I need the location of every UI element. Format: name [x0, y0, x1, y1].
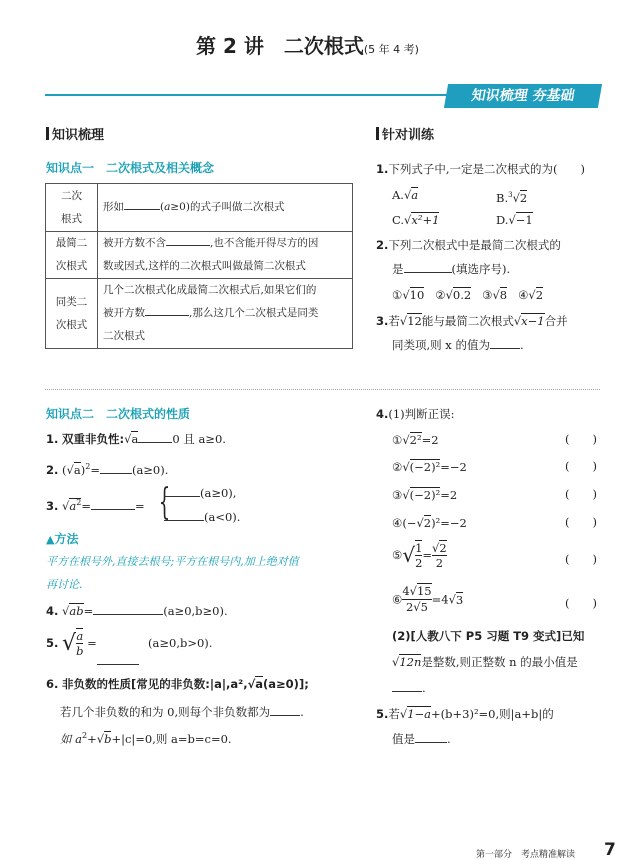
case-brace: {: [158, 482, 171, 523]
q4-item-3: ③√(−2)²=2: [392, 488, 458, 502]
row-body: 形如 (a≥0)的式子叫做二次根式: [98, 184, 353, 232]
property-6: 6. 非负数的性质[常见的非负数:|a|,a²,√a(a≥0)];: [46, 677, 309, 691]
fraction-blank: [97, 664, 139, 665]
question-1: 1.下列式子中,一定是二次根式的为( ): [376, 162, 586, 176]
q1-option-a: A.√a: [392, 188, 419, 202]
section-divider: [45, 389, 600, 390]
knowledge-point-2: 知识点二 二次根式的性质: [46, 407, 191, 421]
case-2: (a<0).: [164, 505, 240, 529]
q4-item-5: $⑤√\frac{1}{2}$ $=\frac{√2}{2}$: [392, 540, 447, 570]
question-3-line-2: 同类项,则 x 的值为 .: [392, 338, 524, 352]
answer-paren: ( ): [565, 596, 597, 610]
property-1: 1. 双重非负性:√a 0 且 a≥0.: [46, 432, 226, 446]
question-2-options: ①√10 ②√0.2 ③√8 ④√2: [392, 288, 544, 302]
answer-paren: ( ): [565, 487, 597, 501]
row-body: 几个二次根式化成最简二次根式后,如果它们的 被开方数 ,那么这几个二次根式是同类 二次根式: [98, 279, 353, 349]
row-head: 二次 根式: [46, 184, 98, 232]
case-1: (a≥0),: [164, 481, 236, 505]
q4-item-6: $⑥\frac{4√15}{2√5}$ =4√3: [392, 584, 464, 614]
property-6-line-3: 如 $a^2+√b+|c|=0$,则 a=b=c=0.: [60, 731, 232, 746]
answer-paren: ( ): [565, 459, 597, 473]
title-main: 第 2 讲 二次根式: [196, 34, 364, 58]
row-head: 最简二 次根式: [46, 232, 98, 279]
q4-item-2: ②√(−2)²=−2: [392, 460, 467, 474]
title-sub: (5 年 4 考): [363, 43, 419, 56]
right-section-title: 针对训练: [376, 124, 434, 143]
answer-paren: ( ): [565, 515, 597, 529]
q4-item-4: ④(−√2)²=−2: [392, 516, 467, 530]
row-head: 同类二 次根式: [46, 279, 98, 349]
page-number: 7: [604, 840, 616, 860]
banner: 知识梳理 夯基础: [444, 84, 602, 108]
question-3: 3.若√12能与最简二次根式√x−1合并: [376, 314, 568, 328]
question-5: 5.若√1−a+(b+3)²=0,则|a+b|的: [376, 707, 554, 721]
answer-paren: ( ): [565, 552, 597, 566]
question-2-line-2: 是 (填选序号).: [392, 262, 511, 276]
property-3: 3. $√a^2=$ =: [46, 498, 145, 513]
q4-part-2: (2)[人教八下 P5 习题 T9 变式]已知: [392, 629, 585, 643]
left-section-title: 知识梳理: [46, 124, 104, 143]
question-4: 4.(1)判断正误:: [376, 407, 455, 421]
warning-icon: ▲: [46, 533, 55, 546]
footer-text: 第一部分 考点精准解读: [476, 850, 576, 860]
method-title: ▲方法: [46, 532, 79, 546]
concept-table: [45, 183, 353, 349]
q4-part-2-line-2: √12n是整数,则正整数 n 的最小值是: [392, 655, 578, 669]
page-title: [196, 30, 419, 59]
table-row: [46, 184, 353, 232]
table-row: [46, 279, 353, 349]
property-6-line-2: 若几个非负数的和为 0,则每个非负数都为 .: [60, 705, 304, 719]
q1-option-c: C.√x²+1: [392, 213, 440, 227]
row-body: 被开方数不含 ,也不含能开得尽方的因 数或因式,这样的二次根式叫做最简二次根式: [98, 232, 353, 279]
question-5-line-2: 值是 .: [392, 732, 451, 746]
question-2: 2.下列二次根式中是最简二次根式的: [376, 238, 561, 252]
q4-part-2-line-3: .: [392, 676, 426, 700]
q4-item-1: ①√2²=2: [392, 433, 439, 447]
table-row: [46, 232, 353, 279]
q1-option-b: B.$^3$√2: [496, 190, 528, 205]
property-2: 2. $(√a)^2= (a\ge 0)$.: [46, 462, 169, 477]
knowledge-point-1: 知识点一 二次根式及相关概念: [46, 161, 215, 175]
method-text: 平方在根号外,直接去根号;平方在根号内,加上绝对值 再讨论.: [46, 555, 299, 591]
property-5: 5. $√\frac{a}{b}$ = (a≥0,b>0).: [46, 629, 213, 658]
property-4: 4. √ab= (a≥0,b≥0).: [46, 604, 228, 618]
q1-option-d: D.√−1: [496, 213, 533, 227]
answer-paren: ( ): [565, 432, 597, 446]
